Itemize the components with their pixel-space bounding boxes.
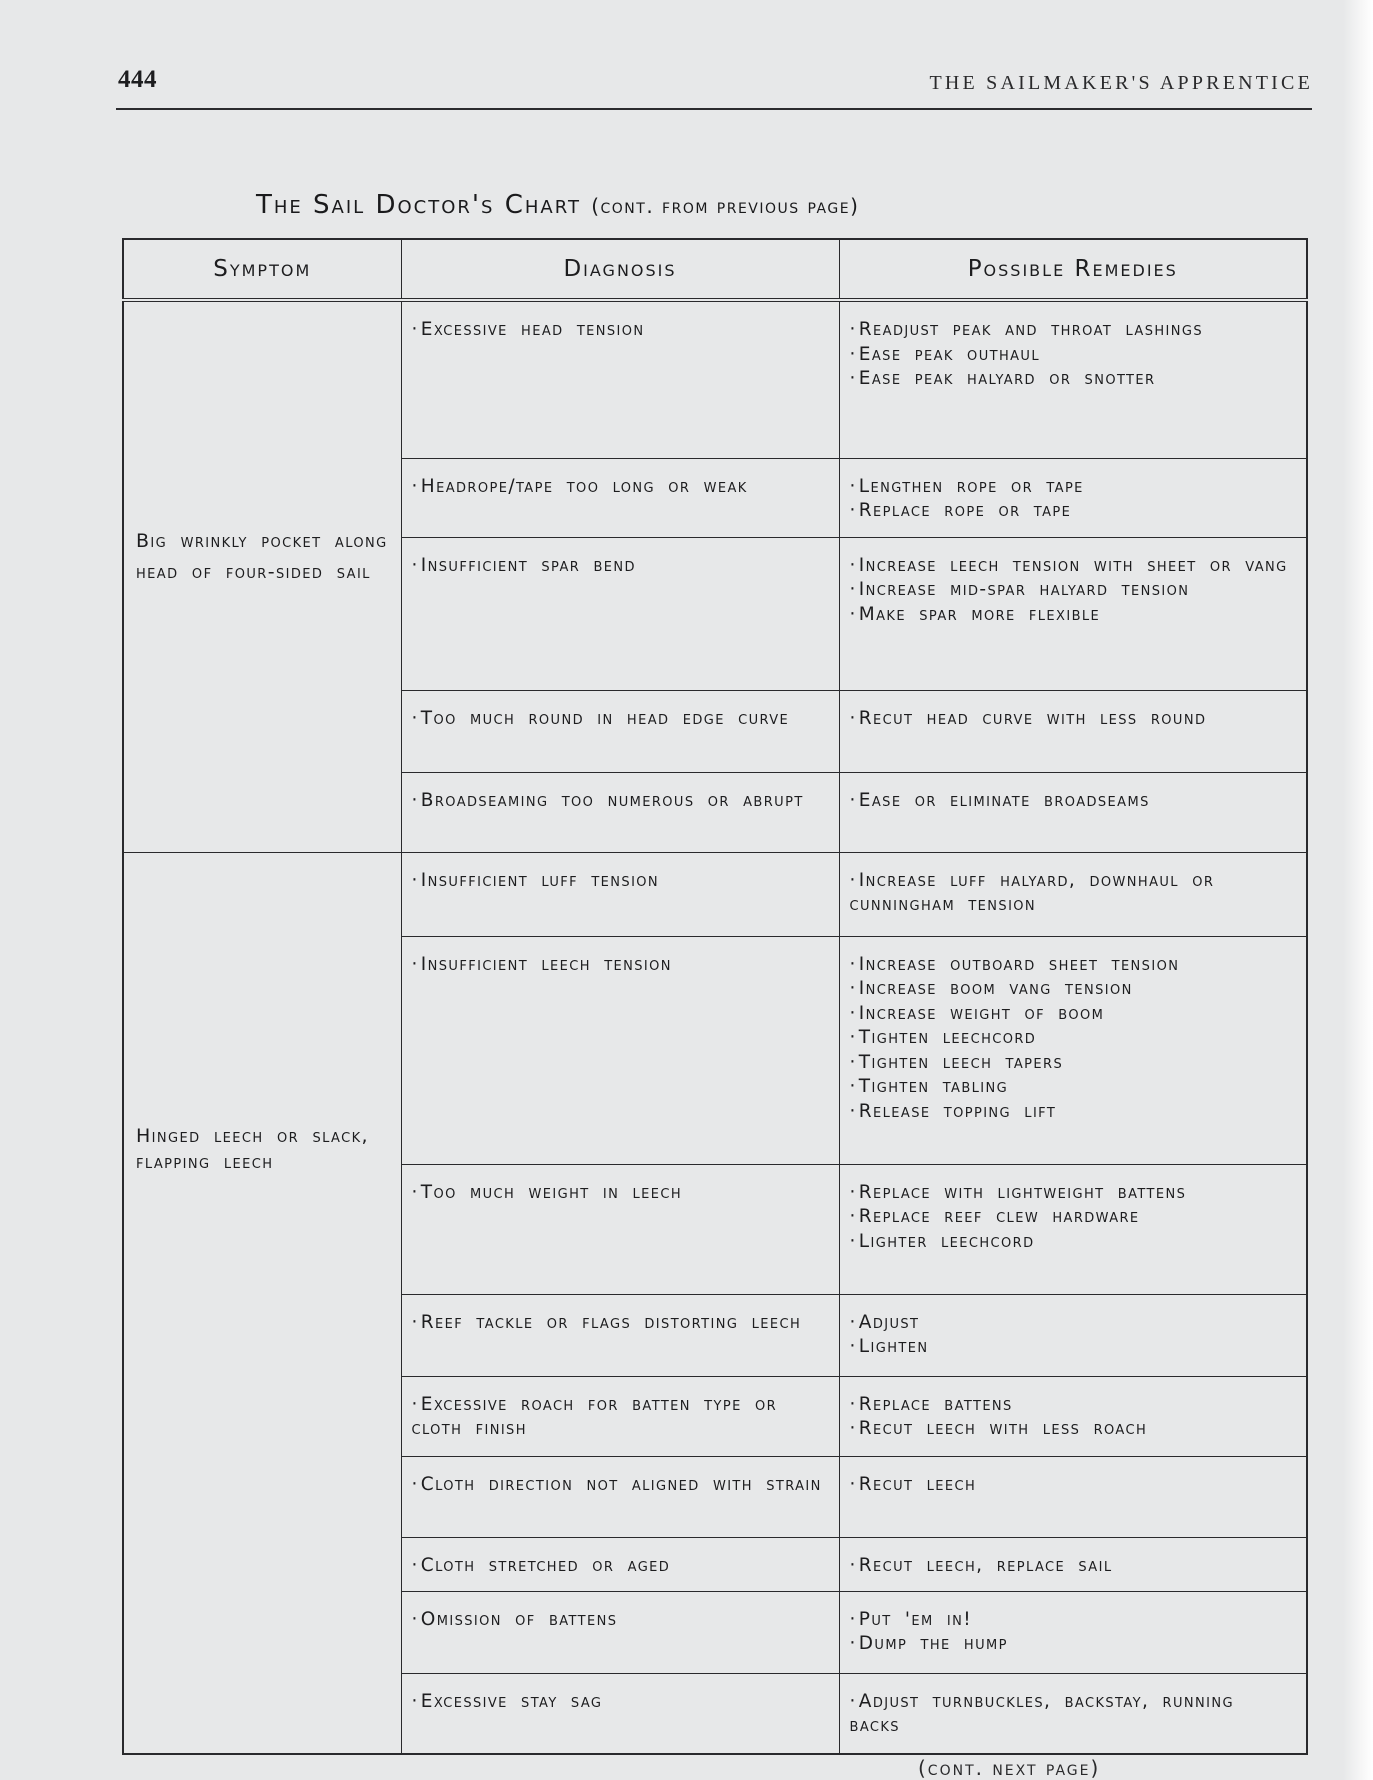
diagnosis-text: · Excessive stay sag	[412, 1691, 603, 1712]
diagnosis-cell	[401, 537, 839, 690]
remedy-item: · Increase outboard sheet tension	[850, 953, 1297, 978]
remedies-cell	[839, 458, 1307, 537]
remedy-item: · Replace reef clew hardware	[850, 1205, 1297, 1230]
remedy-item: · Tighten tabling	[850, 1075, 1297, 1100]
remedies-cell	[839, 852, 1307, 936]
diagnosis-text: · Insufficient luff tension	[412, 870, 660, 891]
remedy-item: · Adjust	[850, 1311, 1297, 1336]
table-row	[123, 300, 1307, 458]
remedy-item: · Put 'em in!	[850, 1608, 1297, 1633]
diagnosis-text: · Too much weight in leech	[412, 1182, 683, 1203]
table-header-row	[123, 239, 1307, 300]
remedy-item: · Ease peak halyard or snotter	[850, 367, 1297, 392]
remedies-cell	[839, 1591, 1307, 1673]
diagnosis-text: · Broadseaming too numerous or abrupt	[412, 790, 804, 811]
page-edge-shadow	[1343, 0, 1373, 1780]
diagnosis-cell	[401, 852, 839, 936]
diagnosis-cell	[401, 458, 839, 537]
header-rule	[116, 108, 1312, 110]
running-head: THE SAILMAKER'S APPRENTICE	[929, 72, 1313, 94]
diagnosis-cell	[401, 1456, 839, 1537]
diagnosis-cell	[401, 1537, 839, 1591]
remedy-item: · Lengthen rope or tape	[850, 475, 1297, 500]
remedy-item: · Increase weight of boom	[850, 1002, 1297, 1027]
remedies-cell	[839, 1537, 1307, 1591]
remedy-item: · Replace with lightweight battens	[850, 1181, 1297, 1206]
diagnosis-cell	[401, 1376, 839, 1456]
diagnosis-cell	[401, 690, 839, 772]
remedy-item: · Replace battens	[850, 1393, 1297, 1418]
diagnosis-text: · Too much round in head edge curve	[412, 708, 790, 729]
diagnosis-text: · Insufficient leech tension	[412, 954, 672, 975]
remedy-item: · Increase luff halyard, downhaul or cunningham tension	[850, 869, 1297, 918]
remedy-item: · Recut leech	[850, 1473, 1297, 1498]
diagnosis-text: · Omission of battens	[412, 1609, 618, 1630]
remedy-item: · Recut leech, replace sail	[850, 1554, 1297, 1579]
remedy-item: · Replace rope or tape	[850, 499, 1297, 524]
diagnosis-text: · Cloth stretched or aged	[412, 1555, 671, 1576]
diagnosis-text: · Reef tackle or flags distorting leech	[412, 1312, 802, 1333]
diagnosis-text: · Headrope/tape too long or weak	[412, 476, 748, 497]
remedy-item: · Release topping lift	[850, 1100, 1297, 1125]
column-header-symptom: Symptom	[123, 239, 401, 300]
remedies-cell	[839, 1456, 1307, 1537]
remedy-item: · Tighten leech tapers	[850, 1051, 1297, 1076]
chart-title-text: The Sail Doctor's Chart	[256, 190, 581, 220]
diagnosis-text: · Insufficient spar bend	[412, 555, 636, 576]
remedies-cell	[839, 1673, 1307, 1754]
diagnosis-cell	[401, 936, 839, 1164]
remedy-item: · Make spar more flexible	[850, 603, 1297, 628]
remedy-item: · Recut leech with less roach	[850, 1417, 1297, 1442]
remedies-cell	[839, 1164, 1307, 1294]
remedy-item: · Increase boom vang tension	[850, 977, 1297, 1002]
diagnosis-text: · Cloth direction not aligned with strain	[412, 1474, 822, 1495]
diagnosis-cell	[401, 1294, 839, 1376]
remedies-cell	[839, 936, 1307, 1164]
remedy-item: · Adjust turnbuckles, backstay, running backs	[850, 1690, 1297, 1739]
remedy-item: · Increase leech tension with sheet or vang	[850, 554, 1297, 579]
diagnosis-text: · Excessive head tension	[412, 319, 645, 340]
remedy-item: · Readjust peak and throat lashings	[850, 318, 1297, 343]
continued-note: (cont. next page)	[918, 1756, 1101, 1780]
remedies-cell	[839, 537, 1307, 690]
remedy-item: · Recut head curve with less round	[850, 707, 1297, 732]
remedies-cell	[839, 1376, 1307, 1456]
remedy-item: · Tighten leechcord	[850, 1026, 1297, 1051]
remedies-cell	[839, 772, 1307, 852]
remedies-cell	[839, 1294, 1307, 1376]
remedy-item: · Increase mid-spar halyard tension	[850, 578, 1297, 603]
diagnosis-cell	[401, 772, 839, 852]
table-row	[123, 852, 1307, 936]
remedy-item: · Lighter leechcord	[850, 1230, 1297, 1255]
column-header-remedies: Possible Remedies	[839, 239, 1307, 300]
diagnosis-text: · Excessive roach for batten type or cloth finish	[412, 1394, 778, 1440]
remedy-item: · Dump the hump	[850, 1632, 1297, 1657]
diagnosis-cell	[401, 1673, 839, 1754]
diagnosis-cell	[401, 1164, 839, 1294]
chart-title	[256, 190, 859, 220]
symptom-cell: Hinged leech or slack, flapping leech	[123, 852, 401, 1754]
remedies-cell	[839, 300, 1307, 458]
column-header-diagnosis: Diagnosis	[401, 239, 839, 300]
remedies-cell	[839, 690, 1307, 772]
chart-subtitle: (cont. from previous page)	[591, 194, 860, 218]
symptom-cell: Big wrinkly pocket along head of four-sided sail	[123, 300, 401, 852]
remedy-item: · Ease peak outhaul	[850, 343, 1297, 368]
remedy-item: · Ease or eliminate broadseams	[850, 789, 1297, 814]
diagnosis-cell	[401, 1591, 839, 1673]
page-number: 444	[118, 66, 157, 93]
diagnosis-cell	[401, 300, 839, 458]
remedy-item: · Lighten	[850, 1335, 1297, 1360]
sail-doctor-chart-table	[122, 238, 1308, 1755]
